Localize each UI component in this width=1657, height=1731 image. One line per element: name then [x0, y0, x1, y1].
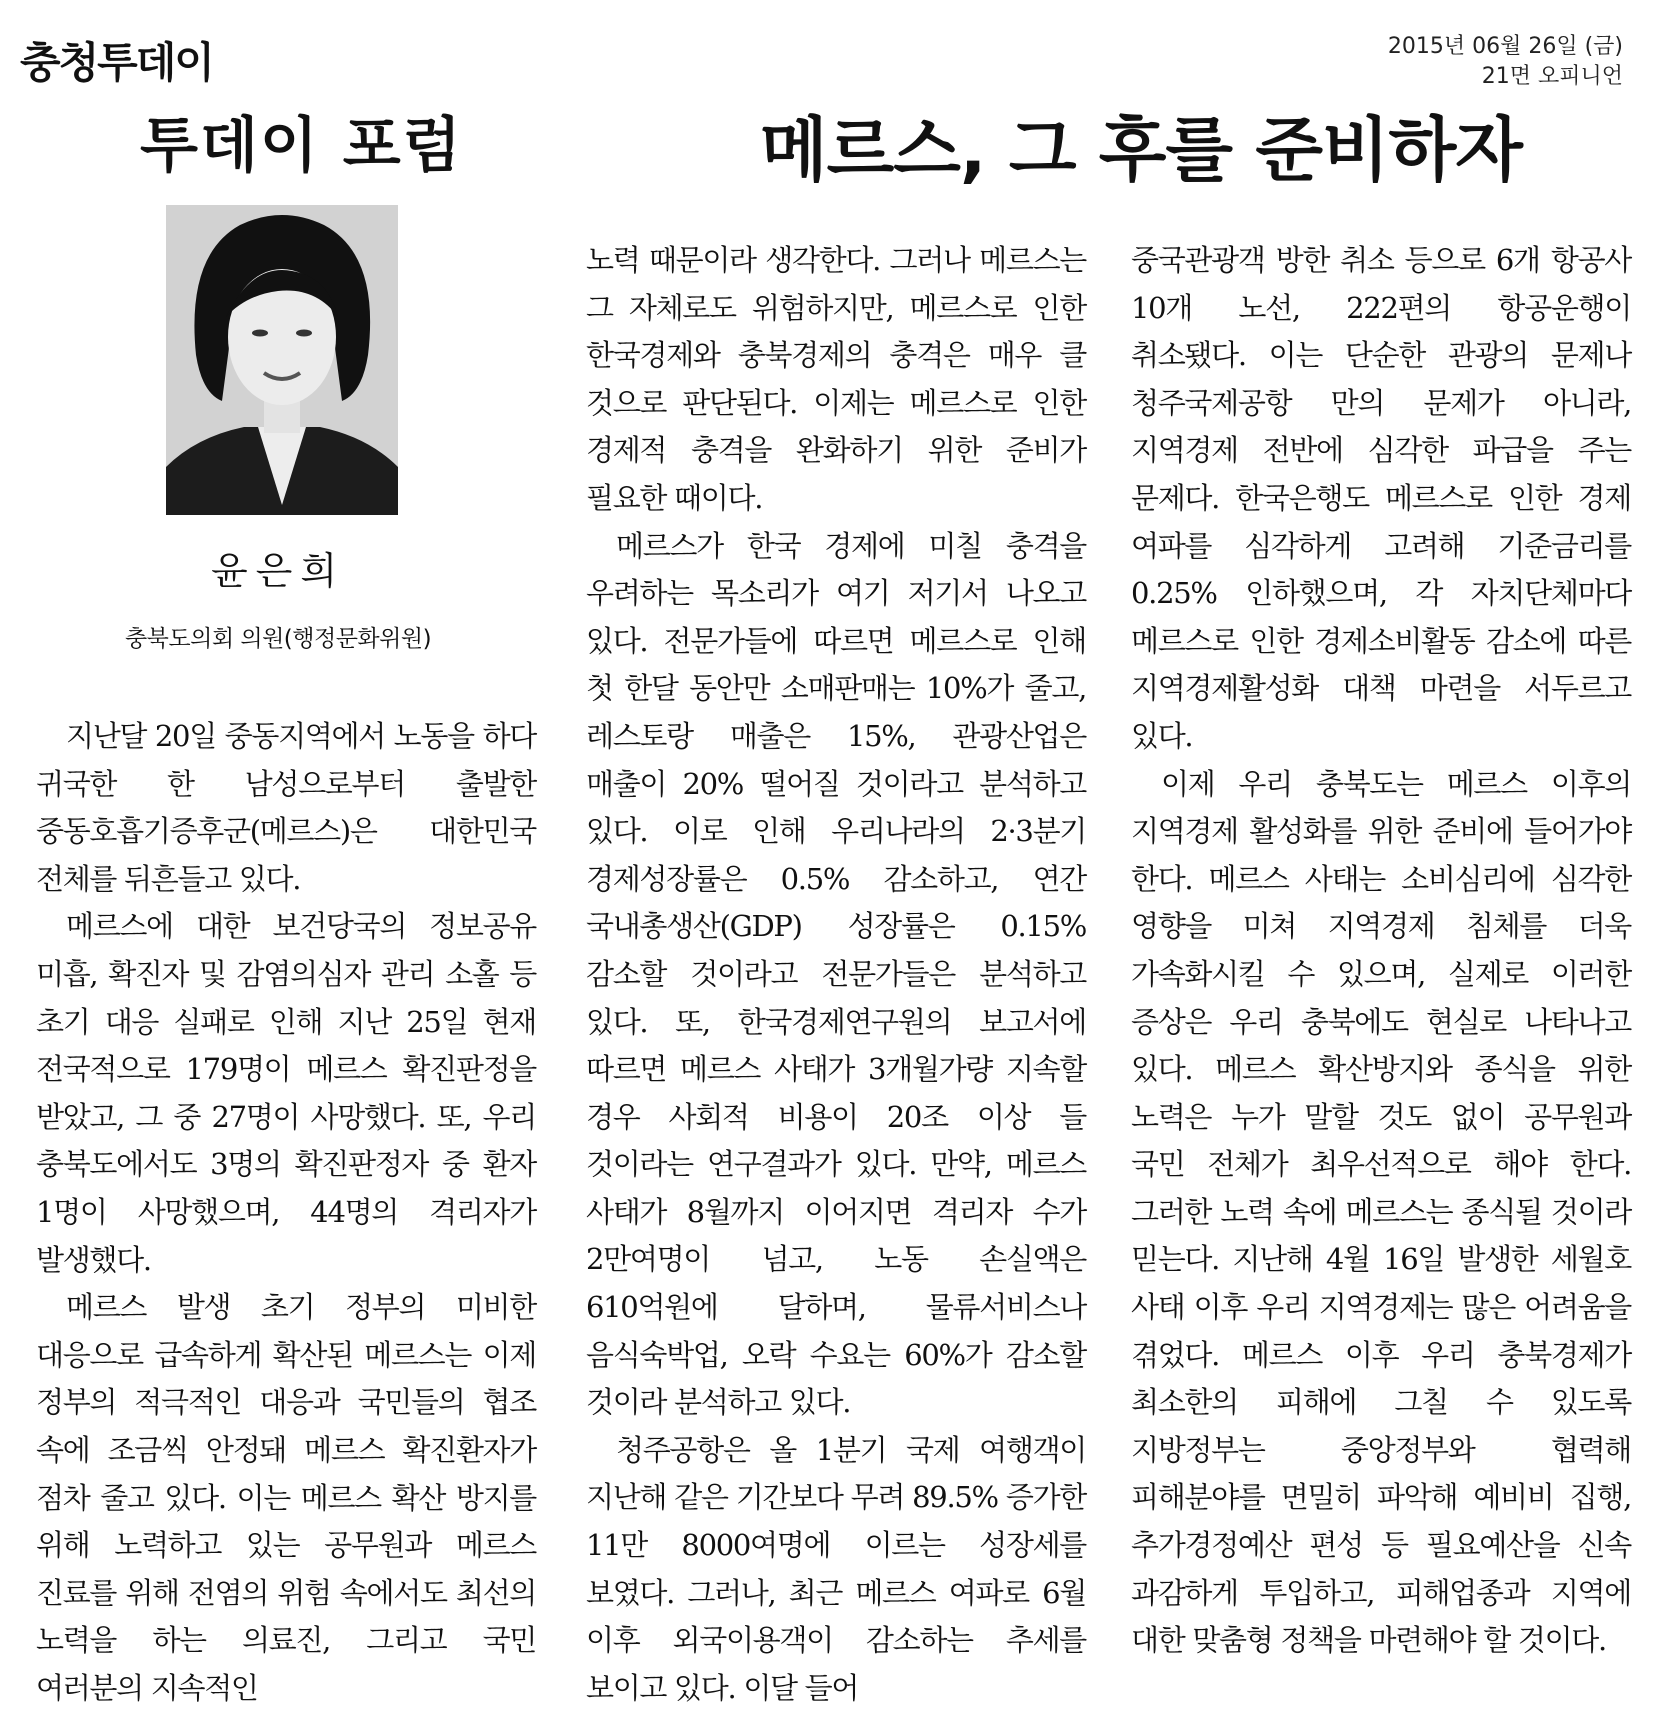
paragraph: 지난달 20일 중동지역에서 노동을 하다 귀국한 한 남성으로부터 출발한 중동호흡기증후군(메르스)은 대한민국 전체를 뒤흔들고 있다.	[36, 719, 536, 896]
author-photo	[166, 205, 398, 515]
paragraph: 메르스가 한국 경제에 미칠 충격을 우려하는 목소리가 여기 저기서 나오고 있다. 전문가들에 따르면 메르스로 인해 첫 한달 동안만 소매판매는 10%가 줄고, 레스토랑 매출은 15%, 관광산업은 매출이 20% 떨어질 것이라고 분석하고 있다. 이로 인해 우리나라의 2·3분기 경제성장률은 0.5% 감소하고, 연간 국내총생산(GDP) 성장률은 0.15% 감소할 것이라고 전문가들은 분석하고 있다. 또, 한국경제연구원의 보고서에 따르면 메르스 사태가 3개월가량 지속할 경우 사회적 비용이 20조 이상 들 것이라는 연구결과가 있다. 만약, 메르스 사태가 8월까지 이어지면 격리자 수가 2만여명이 넘고, 노동 손실액은 610억원에 달하며, 물류서비스나 음식숙박업, 오락 수요는 60%가 감소할 것이라 분석하고 있다.	[586, 528, 1086, 1420]
article-headline: 메르스, 그 후를 준비하자	[760, 109, 1522, 191]
author-name: 윤은희	[210, 549, 346, 593]
paragraph: 이제 우리 충북도는 메르스 이후의 지역경제 활성화를 위한 준비에 들어가야 한다. 메르스 사태는 소비심리에 심각한 영향을 미쳐 지역경제 침체를 더욱 가속화시킬 수 있으며, 실제로 이러한 증상은 우리 충북에도 현실로 나타나고 있다. 메르스 확산방지와 종식을 위한 노력은 누가 말할 것도 없이 공무원과 국민 전체가 최우선적으로 해야 한다. 그러한 노력 속에 메르스는 종식될 것이라 믿는다. 지난해 4월 16일 발생한 세월호 사태 이후 우리 지역경제는 많은 어려움을 겪었다. 메르스 이후 우리 충북경제가 최소한의 피해에 그칠 수 있도록 지방정부는 중앙정부와 협력해 피해분야를 면밀히 파악해 예비비 집행, 추가경정예산 편성 등 필요예산을 신속 과감하게 투입하고, 피해업종과 지역에 대한 맞춤형 정책을 마련해야 할 것이다.	[1131, 766, 1631, 1658]
section-title: 투데이 포럼	[140, 111, 463, 181]
article-column-2	[586, 237, 1086, 1712]
issue-meta	[1388, 32, 1623, 92]
author-title: 충북도의회 의원(행정문화위원)	[124, 626, 432, 652]
portrait-silhouette-icon	[166, 205, 398, 515]
article-column-1	[36, 713, 536, 1712]
article-column-3	[1131, 237, 1631, 1665]
newspaper-masthead: 충청투데이	[20, 38, 213, 87]
paragraph: 청주공항은 올 1분기 국제 여행객이 지난해 같은 기간보다 무려 89.5% 증가한 11만 8000여명에 이르는 성장세를 보였다. 그러나, 최근 메르스 여파로 6월 이후 외국이용객이 감소하는 추세를 보이고 있다. 이달 들어	[586, 1432, 1086, 1705]
paragraph: 메르스에 대한 보건당국의 정보공유 미흡, 확진자 및 감염의심자 관리 소홀 등 초기 대응 실패로 인해 지난 25일 현재 전국적으로 179명이 메르스 확진판정을 받았고, 그 중 27명이 사망했다. 또, 우리 충북도에서도 3명의 확진판정자 중 환자 1명이 사망했으며, 44명의 격리자가 발생했다.	[36, 909, 536, 1277]
paragraph: 메르스 발생 초기 정부의 미비한 대응으로 급속하게 확산된 메르스는 이제 정부의 적극적인 대응과 국민들의 협조 속에 조금씩 안정돼 메르스 확진환자가 점차 줄고 있다. 이는 메르스 확산 방지를 위해 노력하고 있는 공무원과 메르스 진료를 위해 전염의 위험 속에서도 최선의 노력을 하는 의료진, 그리고 국민 여러분의 지속적인	[36, 1290, 536, 1705]
issue-date: 2015년 06월 26일 (금)	[1387, 34, 1623, 59]
paragraph: 노력 때문이라 생각한다. 그러나 메르스는 그 자체로도 위험하지만, 메르스로 인한 한국경제와 충북경제의 충격은 매우 클 것으로 판단된다. 이제는 메르스로 인한 경제적 충격을 완화하기 위한 준비가 필요한 때이다.	[586, 243, 1086, 515]
paragraph: 중국관광객 방한 취소 등으로 6개 항공사 10개 노선, 222편의 항공운행이 취소됐다. 이는 단순한 관광의 문제나 청주국제공항 만의 문제가 아니라, 지역경제 전반에 심각한 파급을 주는 문제다. 한국은행도 메르스로 인한 경제 여파를 심각하게 고려해 기준금리를 0.25% 인하했으며, 각 자치단체마다 메르스로 인한 경제소비활동 감소에 따른 지역경제활성화 대책 마련을 서두르고 있다.	[1131, 243, 1631, 753]
page-section-label: 21면 오피니언	[1481, 64, 1623, 89]
